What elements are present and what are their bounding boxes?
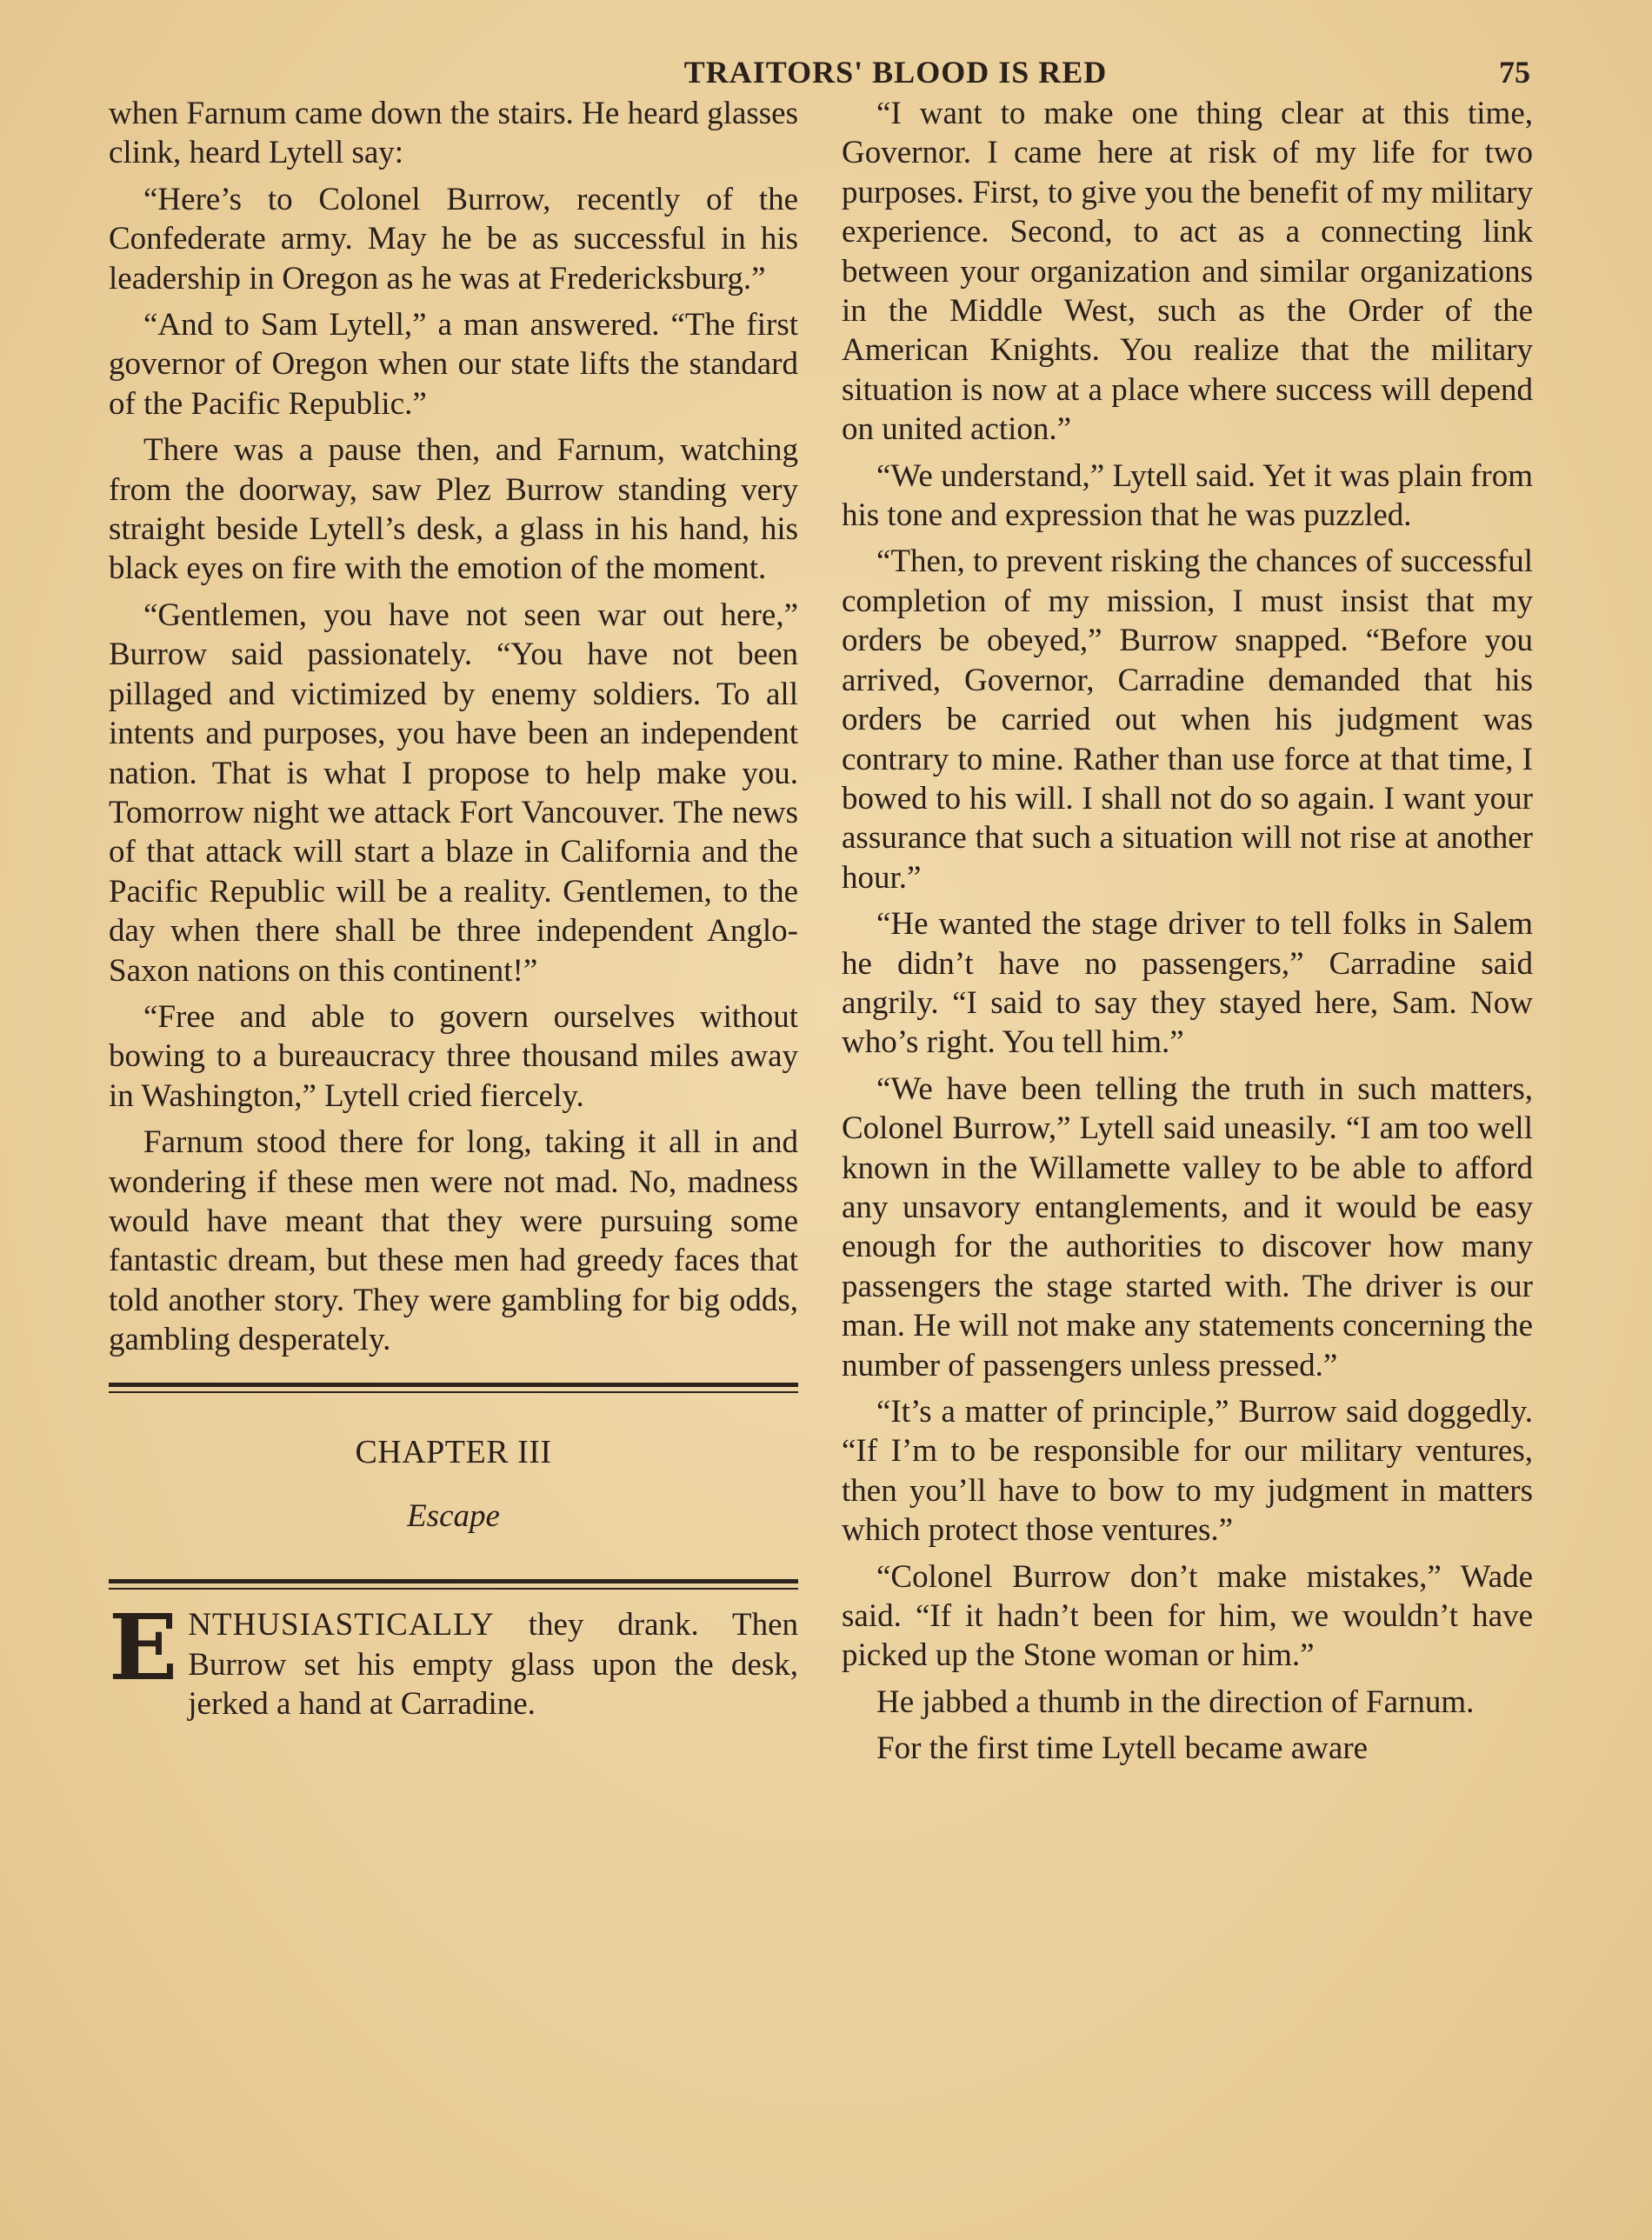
- chapter-rule-bottom: [109, 1579, 798, 1590]
- rule-thin: [109, 1391, 798, 1393]
- paragraph: He jabbed a thumb in the direction of Farnum.: [876, 1683, 1475, 1720]
- paragraph: “Gentlemen, you have not seen war out here,” Burrow said passionately. “You have not been pillaged and victimized by enemy soldiers. To all intents and purposes, you have been an independent nation. That is what I propose to help make you. Tomorrow night we attack Fort Vancouver. The news of that attack will start a blaze in California and the Pacific Republic will be a reality. Gentlemen, to the day when there shall be three independent Anglo-Saxon nations on this continent!”: [109, 597, 798, 989]
- paragraph: “Here’s to Colonel Burrow, recently of the Confederate army. May he be as successful in his leadership in Oregon as he was at Fredericksburg.”: [109, 181, 798, 297]
- paragraph: “It’s a matter of principle,” Burrow said doggedly. “If I’m to be responsible for our military ventures, then you’ll have to bow to my judgment in matters which protect those ventures.”: [842, 1394, 1533, 1549]
- rule-thin: [109, 1588, 798, 1590]
- chapter-subtitle: Escape: [407, 1498, 500, 1534]
- paragraph: “We have been telling the truth in such matters, Colonel Burrow,” Lytell said uneasily. “I am too well known in the Willamette valley to be able to afford any unsavory entanglements, and it would be easy enough for the authorities to discover how many passengers the stage started with. The driver is our man. He will not make any statements concerning the number of passengers unless pressed.”: [842, 1070, 1533, 1383]
- paragraph: “Colonel Burrow don’t make mistakes,” Wade said. “If it hadn’t been for him, we wouldn’t have picked up the Stone woman or him.”: [842, 1558, 1533, 1674]
- paragraph: For the first time Lytell became aware: [876, 1730, 1369, 1767]
- running-title: TRAITORS' BLOOD IS RED: [683, 55, 1108, 90]
- page-number: 75: [1499, 55, 1530, 90]
- chapter-rule-top: [109, 1383, 798, 1393]
- opening-small-caps: NTHUSIASTICALLY: [188, 1607, 495, 1643]
- paragraph: “I want to make one thing clear at this time, Governor. I came here at risk of my life for two purposes. First, to give you the benefit of my military experience. Second, to act as a connecting link between your organization and similar organizations in the Middle West, such as the Order of the American Knights. You realize that the military situation is now at a place where success will depend on united action.”: [842, 96, 1533, 448]
- paragraph: “Free and able to govern ourselves without bowing to a bureaucracy three thousand miles away in Washington,” Lytell cried fiercely.: [109, 998, 798, 1114]
- paragraph: “He wanted the stage driver to tell folks in Salem he didn’t have no passengers,” Carradine said angrily. “I said to say they stayed here, Sam. Now who’s right. You tell him.”: [842, 906, 1533, 1061]
- paragraph: There was a pause then, and Farnum, watching from the doorway, saw Plez Burrow standing very straight beside Lytell’s desk, a glass in his hand, his black eyes on fire with the emotion of the moment.: [109, 432, 798, 587]
- paragraph: “Then, to prevent risking the chances of successful completion of my mission, I must insist that my orders be obeyed,” Burrow snapped. “Before you arrived, Governor, Carradine demanded that his orders be carried out when his judgment was contrary to mine. Rather than use force at that time, I bowed to his will. I shall not do so again. I want your assurance that such a situation will not rise at another hour.”: [842, 543, 1533, 896]
- rule-thick: [109, 1579, 798, 1583]
- opening-paragraph: [109, 1594, 798, 1723]
- opening-text: they drank. Then Burrow set his empty glass upon the desk, jerked a hand at Carradine.: [188, 1607, 798, 1723]
- paragraph: when Farnum came down the stairs. He heard glasses clink, heard Lytell say:: [109, 96, 798, 171]
- page-header: [0, 54, 1652, 97]
- chapter-heading: CHAPTER III: [355, 1433, 552, 1470]
- left-column: [109, 94, 798, 1731]
- paragraph: “We understand,” Lytell said. Yet it was plain from his tone and expression that he was puzzled.: [842, 457, 1533, 534]
- rule-thick: [109, 1383, 798, 1387]
- right-column: [842, 94, 1533, 1776]
- paragraph: “And to Sam Lytell,” a man answered. “The first governor of Oregon when our state lifts the standard of the Pacific Republic.”: [109, 307, 798, 422]
- paragraph: Farnum stood there for long, taking it all in and wondering if these men were not mad. No, madness would have meant that they were pursuing some fantastic dream, but these men had greedy faces that told another story. They were gambling for big odds, gambling desperately.: [109, 1124, 798, 1358]
- drop-cap: E: [109, 1594, 178, 1702]
